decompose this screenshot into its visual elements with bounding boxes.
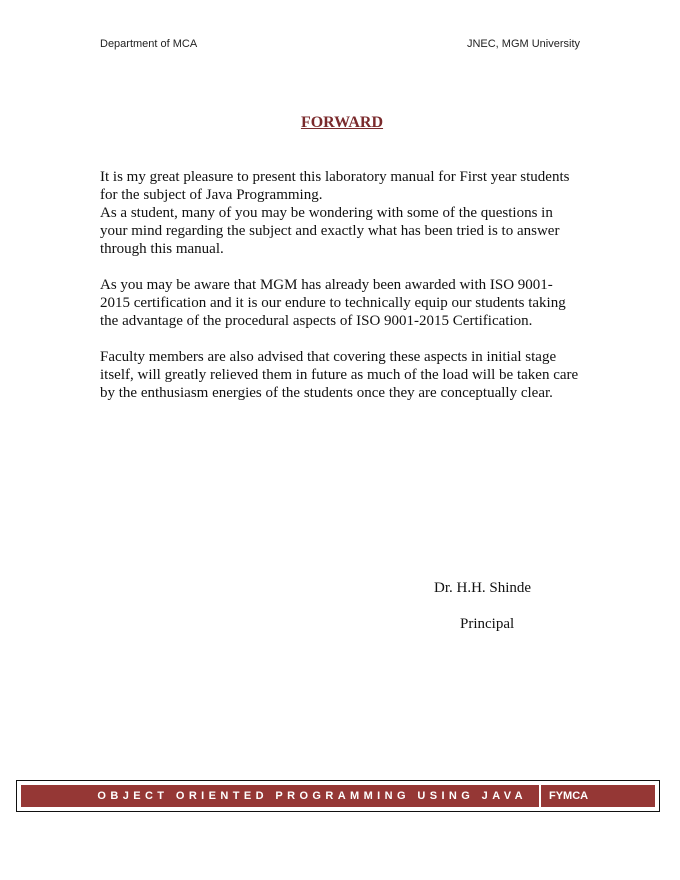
class-code: FYMCA	[549, 790, 589, 802]
university-label: JNEC, MGM University	[466, 38, 580, 50]
footer-bar	[21, 785, 655, 807]
course-title: OBJECT ORIENTED PROGRAMMING USING JAVA	[97, 790, 527, 802]
signatory-name: Dr. H.H. Shinde	[434, 580, 532, 596]
paragraph-1: It is my great pleasure to present this laboratory manual for First year students for the subject of Java Programming.	[100, 169, 570, 203]
page-title: FORWARD	[300, 114, 384, 131]
paragraph-2: As a student, many of you may be wondering with some of the questions in your mind regarding the subject and exactly what has been tried is to answer through this manual.	[100, 205, 560, 257]
page-footer	[16, 780, 660, 812]
paragraph-4: Faculty members are also advised that covering these aspects in initial stage itself, will greatly relieved them in future as much of the load will be taken care by the enthusiasm energies of the students once they are conceptually clear.	[100, 349, 579, 401]
page-header	[100, 38, 580, 54]
foreword-body	[100, 168, 580, 420]
department-label: Department of MCA	[100, 38, 198, 50]
signatory-role: Principal	[460, 616, 515, 632]
paragraph-3: As you may be aware that MGM has already been awarded with ISO 9001-2015 certification and it is our endure to technically equip our students taking the advantage of the procedural aspects of ISO 9001-2015 Certification.	[100, 277, 566, 329]
